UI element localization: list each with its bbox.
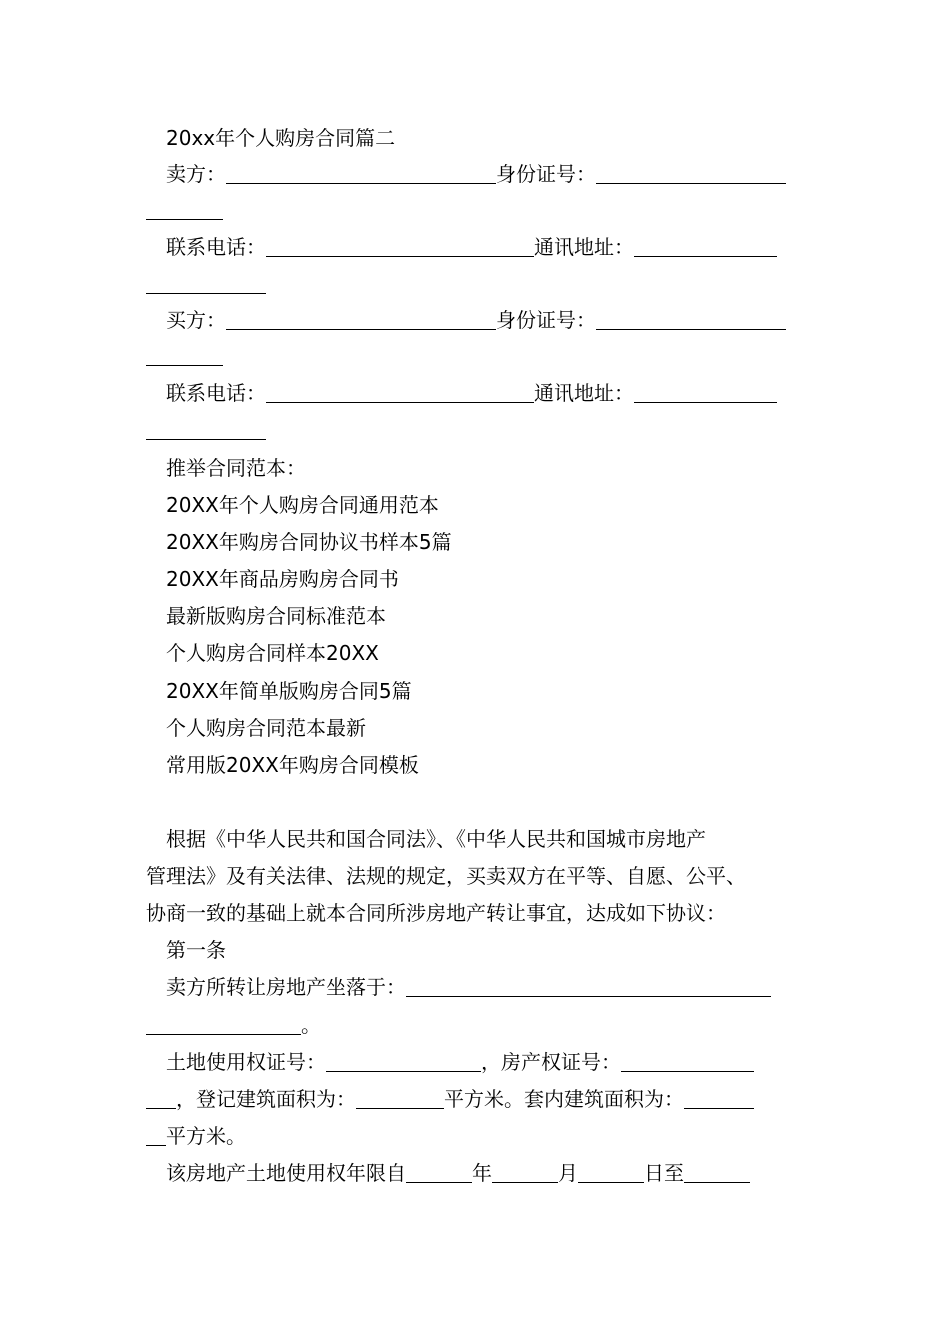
buyer-address-blank-2[interactable] [146, 419, 266, 440]
term-month-label: 月 [558, 1161, 578, 1185]
buyer-address-label: 通讯地址： [534, 381, 634, 405]
seller-id-label: 身份证号： [496, 162, 596, 186]
seller-address-blank[interactable] [634, 236, 777, 257]
recommend-item[interactable]: 20XX年购房合同协议书样本5篇 [166, 530, 452, 554]
location-label: 卖方所转让房地产坐落于： [166, 975, 406, 999]
recommend-item[interactable]: 20XX年商品房购房合同书 [166, 567, 399, 591]
inner-area-blank[interactable] [684, 1088, 754, 1109]
buyer-label: 买方： [166, 308, 226, 332]
term-year-label: 年 [472, 1161, 492, 1185]
seller-line [166, 161, 786, 187]
property-cert-label: 房产权证号： [501, 1050, 621, 1074]
recommend-item[interactable]: 最新版购房合同标准范本 [166, 604, 386, 628]
land-cert-blank[interactable] [326, 1051, 481, 1072]
intro-line-1: 根据《中华人民共和国合同法》、《中华人民共和国城市房地产 [166, 827, 706, 851]
intro-line-3: 协商一致的基础上就本合同所涉房地产转让事宜，达成如下协议： [146, 901, 726, 925]
buyer-phone-blank[interactable] [266, 382, 534, 403]
area-unit: 平方米。 [444, 1087, 524, 1111]
area-label: ，登记建筑面积为： [176, 1087, 356, 1111]
cert-line [166, 1049, 754, 1075]
inner-area-blank-2[interactable] [146, 1125, 166, 1146]
inner-area-label: 套内建筑面积为： [524, 1087, 684, 1111]
seller-name-blank[interactable] [226, 163, 496, 184]
property-cert-blank[interactable] [621, 1051, 754, 1072]
seller-phone-label: 联系电话： [166, 235, 266, 259]
term-month-blank[interactable] [492, 1162, 558, 1183]
term-label: 该房地产土地使用权年限自 [166, 1161, 406, 1185]
seller-id-blank[interactable] [596, 163, 786, 184]
article-1-heading: 第一条 [166, 938, 226, 962]
recommend-item[interactable]: 个人购房合同样本20XX [166, 641, 379, 665]
inner-area-unit: 平方米。 [166, 1124, 246, 1148]
buyer-address-blank-cont [146, 417, 266, 443]
recommend-item[interactable]: 20XX年简单版购房合同5篇 [166, 679, 412, 703]
seller-address-blank-2[interactable] [146, 273, 266, 294]
location-blank-2[interactable] [146, 1014, 301, 1035]
land-cert-label: 土地使用权证号： [166, 1050, 326, 1074]
term-day-blank[interactable] [578, 1162, 644, 1183]
cert-comma: ， [481, 1050, 501, 1074]
seller-label: 卖方： [166, 162, 226, 186]
term-line [166, 1160, 750, 1186]
seller-phone-blank[interactable] [266, 236, 534, 257]
area-blank[interactable] [356, 1088, 444, 1109]
property-cert-blank-2[interactable] [146, 1088, 176, 1109]
seller-address-label: 通讯地址： [534, 235, 634, 259]
seller-id-blank-cont [146, 197, 223, 223]
buyer-id-label: 身份证号： [496, 308, 596, 332]
area-line [146, 1086, 754, 1112]
recommend-item[interactable]: 常用版20XX年购房合同模板 [166, 753, 419, 777]
recommend-item[interactable]: 20XX年个人购房合同通用范本 [166, 493, 439, 517]
buyer-contact-line [166, 380, 777, 406]
buyer-id-blank[interactable] [596, 309, 786, 330]
location-end: 。 [301, 1013, 321, 1037]
location-blank[interactable] [406, 976, 771, 997]
seller-id-blank-2[interactable] [146, 199, 223, 220]
buyer-id-blank-2[interactable] [146, 345, 223, 366]
term-year-blank[interactable] [406, 1162, 472, 1183]
recommend-heading: 推举合同范本： [166, 456, 306, 480]
buyer-id-blank-cont [146, 343, 223, 369]
location-line-cont [146, 1012, 321, 1038]
buyer-name-blank[interactable] [226, 309, 496, 330]
location-line [166, 974, 771, 1000]
term-end-blank[interactable] [684, 1162, 750, 1183]
term-day-to-label: 日至 [644, 1161, 684, 1185]
intro-line-2: 管理法》及有关法律、法规的规定，买卖双方在平等、自愿、公平、 [146, 864, 746, 888]
buyer-address-blank[interactable] [634, 382, 777, 403]
recommend-item[interactable]: 个人购房合同范本最新 [166, 716, 366, 740]
inner-area-line [146, 1123, 246, 1149]
document-title: 20xx年个人购房合同篇二 [166, 126, 396, 150]
seller-contact-line [166, 234, 777, 260]
buyer-phone-label: 联系电话： [166, 381, 266, 405]
seller-address-blank-cont [146, 271, 266, 297]
buyer-line [166, 307, 786, 333]
